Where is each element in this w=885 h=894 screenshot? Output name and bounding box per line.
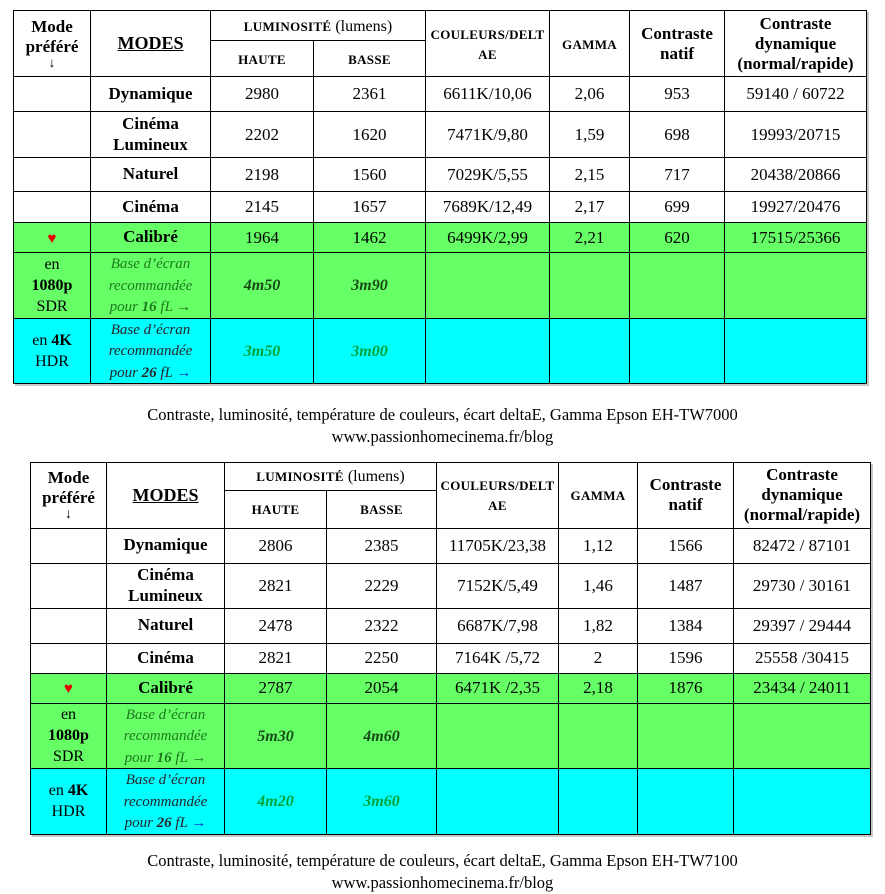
basse-cell: 2385 xyxy=(327,528,437,563)
haute-cell: 2145 xyxy=(211,192,314,223)
haute-cell: 2821 xyxy=(225,563,327,608)
basse-cell: 1462 xyxy=(314,223,426,253)
dyn-cell: 17515/25366 xyxy=(725,223,867,253)
screen-size-basse-cell: 3m60 xyxy=(327,769,437,835)
calibre-row xyxy=(14,223,867,253)
mode-prefere-cell xyxy=(31,528,107,563)
couleurs-cell: 7689K/12,49 xyxy=(426,192,550,223)
table-row xyxy=(14,158,867,192)
mode-cell: Calibré xyxy=(91,223,211,253)
empty-cell xyxy=(550,253,630,319)
screen-recommendation-cell: Base d’écran recommandée pour 16 fL → xyxy=(107,703,225,769)
gamma-cell: 1,46 xyxy=(559,563,638,608)
table-row xyxy=(14,192,867,223)
header-gamma: GAMMA xyxy=(559,462,638,528)
mode-cell: Dynamique xyxy=(91,77,211,112)
gamma-cell: 2,06 xyxy=(550,77,630,112)
empty-cell xyxy=(426,253,550,319)
empty-cell xyxy=(437,703,559,769)
haute-cell: 2198 xyxy=(211,158,314,192)
hdr-screen-row xyxy=(14,318,867,384)
header-contraste-natif: Contraste natif xyxy=(630,11,725,77)
header-modes: MODES xyxy=(91,11,211,77)
right-arrow-icon: → xyxy=(191,749,207,766)
couleurs-cell: 6611K/10,06 xyxy=(426,77,550,112)
dyn-cell: 59140 / 60722 xyxy=(725,77,867,112)
measurements-table-tw7000 xyxy=(13,10,867,384)
basse-cell: 2229 xyxy=(327,563,437,608)
screen-recommendation-cell: Base d’écran recommandée pour 16 fL → xyxy=(91,253,211,319)
couleurs-cell: 11705K/23,38 xyxy=(437,528,559,563)
table-row xyxy=(14,112,867,158)
header-contraste-dynamique: Contraste dynamique (normal/rapide) xyxy=(734,462,871,528)
header-contraste-natif: Contraste natif xyxy=(638,462,734,528)
haute-cell: 2787 xyxy=(225,673,327,703)
basse-cell: 2054 xyxy=(327,673,437,703)
mode-prefere-cell xyxy=(31,608,107,643)
right-arrow-icon: → xyxy=(191,815,207,832)
header-contraste-dynamique: Contraste dynamique (normal/rapide) xyxy=(725,11,867,77)
header-haute: HAUTE xyxy=(211,41,314,77)
natif-cell: 1566 xyxy=(638,528,734,563)
mode-cell: Dynamique xyxy=(107,528,225,563)
couleurs-cell: 7029K/5,55 xyxy=(426,158,550,192)
gamma-cell: 1,59 xyxy=(550,112,630,158)
natif-cell: 1487 xyxy=(638,563,734,608)
dynamic-range-label: HDR xyxy=(35,352,69,370)
haute-cell: 2821 xyxy=(225,643,327,673)
dyn-cell: 19993/20715 xyxy=(725,112,867,158)
empty-cell xyxy=(559,769,638,835)
header-basse: BASSE xyxy=(314,41,426,77)
heart-icon: ♥ xyxy=(64,681,73,698)
measurements-table-tw7100 xyxy=(30,462,871,835)
website-url: www.passionhomecinema.fr/blog xyxy=(331,872,554,892)
basse-cell: 1560 xyxy=(314,158,426,192)
mode-cell: Calibré xyxy=(107,673,225,703)
natif-cell: 699 xyxy=(630,192,725,223)
screen-size-basse-cell: 3m00 xyxy=(314,318,426,384)
natif-cell: 698 xyxy=(630,112,725,158)
header-modes: MODES xyxy=(107,462,225,528)
mode-cell: Naturel xyxy=(107,608,225,643)
natif-cell: 717 xyxy=(630,158,725,192)
header-mode-prefere-label: Mode préféré xyxy=(25,16,79,56)
empty-cell xyxy=(559,703,638,769)
header-luminosite: LUMINOSITÉ (lumens) xyxy=(211,11,426,41)
header-basse: BASSE xyxy=(327,490,437,528)
basse-cell: 2322 xyxy=(327,608,437,643)
screen-size-haute-cell: 4m50 xyxy=(211,253,314,319)
mode-prefere-cell xyxy=(14,192,91,223)
mode-prefere-cell xyxy=(14,77,91,112)
sdr-label-cell: en 1080p SDR xyxy=(14,253,91,319)
dynamic-range-label: HDR xyxy=(51,803,86,821)
empty-cell xyxy=(630,318,725,384)
dyn-cell: 25558 /30415 xyxy=(734,643,871,673)
dynamic-range-label: SDR xyxy=(36,297,68,315)
dyn-cell: 23434 / 24011 xyxy=(734,673,871,703)
header-couleurs-deltae: COULEURS/DELT AE xyxy=(426,11,550,77)
caption-text: Contraste, luminosité, température de couleurs, écart deltaE, Gamma Epson EH-TW7100 xyxy=(147,850,738,870)
screen-size-haute-cell: 4m20 xyxy=(225,769,327,835)
header-row xyxy=(14,11,867,41)
mode-cell: Cinéma xyxy=(107,643,225,673)
gamma-cell: 2,21 xyxy=(550,223,630,253)
right-arrow-icon: → xyxy=(176,299,192,315)
basse-cell: 1657 xyxy=(314,192,426,223)
dyn-cell: 29397 / 29444 xyxy=(734,608,871,643)
sdr-screen-row xyxy=(14,253,867,319)
header-row xyxy=(31,462,871,490)
gamma-cell: 1,12 xyxy=(559,528,638,563)
header-gamma: GAMMA xyxy=(550,11,630,77)
empty-cell xyxy=(638,703,734,769)
table-row xyxy=(31,608,871,643)
empty-cell xyxy=(725,253,867,319)
basse-cell: 2250 xyxy=(327,643,437,673)
gamma-cell: 2,17 xyxy=(550,192,630,223)
resolution-label: 4K xyxy=(67,782,89,800)
caption-tw7000 xyxy=(0,404,885,449)
resolution-label: 1080p xyxy=(31,276,73,294)
dyn-cell: 19927/20476 xyxy=(725,192,867,223)
header-luminosite: LUMINOSITÉ (lumens) xyxy=(225,462,437,490)
haute-cell: 2478 xyxy=(225,608,327,643)
mode-prefere-cell xyxy=(31,643,107,673)
dynamic-range-label: SDR xyxy=(52,748,85,766)
screen-size-haute-cell: 3m50 xyxy=(211,318,314,384)
mode-prefere-cell xyxy=(14,112,91,158)
screen-size-haute-cell: 5m30 xyxy=(225,703,327,769)
empty-cell xyxy=(638,769,734,835)
haute-cell: 2980 xyxy=(211,77,314,112)
natif-cell: 620 xyxy=(630,223,725,253)
table-row xyxy=(31,528,871,563)
empty-cell xyxy=(550,318,630,384)
caption-tw7100 xyxy=(0,850,885,894)
mode-cell: Naturel xyxy=(91,158,211,192)
haute-cell: 1964 xyxy=(211,223,314,253)
calibre-row xyxy=(31,673,871,703)
gamma-cell: 2,15 xyxy=(550,158,630,192)
dyn-cell: 29730 / 30161 xyxy=(734,563,871,608)
website-url: www.passionhomecinema.fr/blog xyxy=(331,427,554,447)
mode-cell: Cinéma xyxy=(91,192,211,223)
empty-cell xyxy=(725,318,867,384)
screen-size-basse-cell: 4m60 xyxy=(327,703,437,769)
resolution-label: 4K xyxy=(51,331,72,349)
resolution-label: 1080p xyxy=(48,727,89,745)
favorite-cell xyxy=(31,673,107,703)
hdr-label-cell: en 4K HDR xyxy=(14,318,91,384)
empty-cell xyxy=(426,318,550,384)
couleurs-cell: 7164K /5,72 xyxy=(437,643,559,673)
haute-cell: 2806 xyxy=(225,528,327,563)
mode-prefere-cell xyxy=(14,158,91,192)
right-arrow-icon: → xyxy=(176,364,192,381)
empty-cell xyxy=(437,769,559,835)
haute-cell: 2202 xyxy=(211,112,314,158)
dyn-cell: 20438/20866 xyxy=(725,158,867,192)
screen-recommendation-cell: Base d’écran recommandée pour 26 fL → xyxy=(91,318,211,384)
mode-cell: Cinéma Lumineux xyxy=(107,563,225,608)
couleurs-cell: 7471K/9,80 xyxy=(426,112,550,158)
mode-prefere-cell xyxy=(31,563,107,608)
couleurs-cell: 7152K/5,49 xyxy=(437,563,559,608)
header-haute: HAUTE xyxy=(225,490,327,528)
favorite-cell xyxy=(14,223,91,253)
header-mode-prefere xyxy=(31,462,107,528)
empty-cell xyxy=(630,253,725,319)
screen-size-basse-cell: 3m90 xyxy=(314,253,426,319)
table-row xyxy=(31,643,871,673)
basse-cell: 1620 xyxy=(314,112,426,158)
down-arrow-icon: ↓ xyxy=(65,507,72,523)
table-row xyxy=(14,77,867,112)
screen-recommendation-cell: Base d’écran recommandée pour 26 fL → xyxy=(107,769,225,835)
couleurs-cell: 6471K /2,35 xyxy=(437,673,559,703)
sdr-label-cell: en 1080p SDR xyxy=(31,703,107,769)
header-mode-prefere-label: Mode préféré xyxy=(42,468,95,508)
caption-text: Contraste, luminosité, température de couleurs, écart deltaE, Gamma Epson EH-TW7000 xyxy=(147,405,738,424)
dyn-cell: 82472 / 87101 xyxy=(734,528,871,563)
down-arrow-icon: ↓ xyxy=(48,55,56,71)
gamma-cell: 2,18 xyxy=(559,673,638,703)
hdr-screen-row xyxy=(31,769,871,835)
heart-icon: ♥ xyxy=(47,230,57,247)
empty-cell xyxy=(734,769,871,835)
mode-cell: Cinéma Lumineux xyxy=(91,112,211,158)
gamma-cell: 1,82 xyxy=(559,608,638,643)
natif-cell: 1596 xyxy=(638,643,734,673)
basse-cell: 2361 xyxy=(314,77,426,112)
table-row xyxy=(31,563,871,608)
couleurs-cell: 6499K/2,99 xyxy=(426,223,550,253)
natif-cell: 953 xyxy=(630,77,725,112)
sdr-screen-row xyxy=(31,703,871,769)
header-mode-prefere xyxy=(14,11,91,77)
header-couleurs-deltae: COULEURS/DELT AE xyxy=(437,462,559,528)
natif-cell: 1384 xyxy=(638,608,734,643)
couleurs-cell: 6687K/7,98 xyxy=(437,608,559,643)
empty-cell xyxy=(734,703,871,769)
hdr-label-cell: en 4K HDR xyxy=(31,769,107,835)
natif-cell: 1876 xyxy=(638,673,734,703)
gamma-cell: 2 xyxy=(559,643,638,673)
